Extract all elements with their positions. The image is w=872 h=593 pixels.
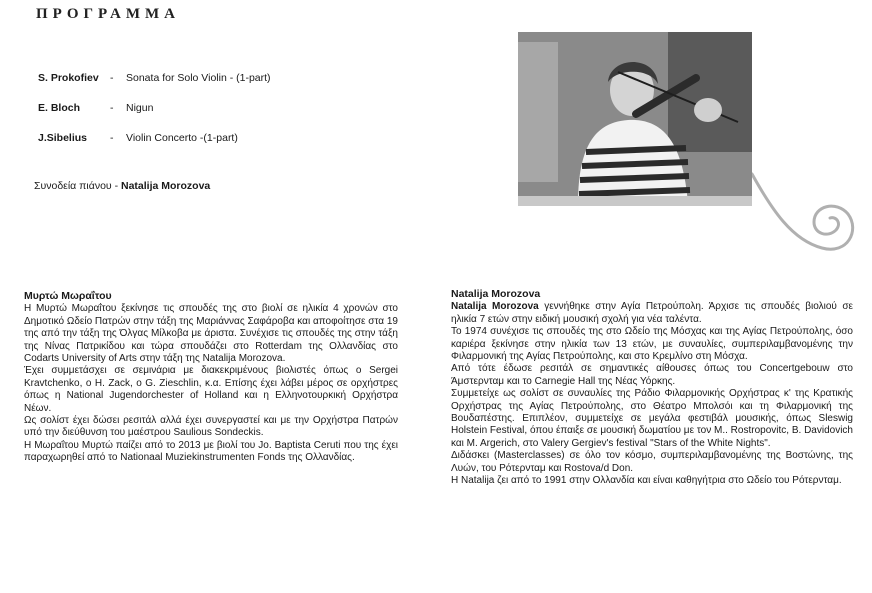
program-work: Sonata for Solo Violin - (1-part)	[126, 72, 271, 84]
bio-paragraph: Η Natalija ζει από το 1991 στην Ολλανδία και είναι καθηγήτρια στο Ωδείο του Ρότερνταμ.	[451, 475, 842, 487]
program-item	[38, 72, 458, 102]
program-work: Nigun	[126, 102, 154, 114]
bio-title: Natalija Morozova	[451, 288, 541, 300]
bio-intro	[451, 301, 853, 326]
swirl-ornament-icon	[752, 170, 862, 270]
bio-paragraph: Διδάσκει (Masterclasses) σε όλο τον κόσμο, συμπεριλαμβανομένης της Βοστώνης, της Λυών, του Ρότερνταμ και Rostova/d Don.	[451, 450, 853, 474]
program-dash: -	[110, 102, 114, 114]
program-dash: -	[110, 72, 114, 84]
photo-frame-band	[518, 196, 752, 206]
bio-paragraph: Από τότε έδωσε ρεσιτάλ σε σημαντικές αίθουσες όπως του Concertgebouw στο Άμστερνταμ και το Carnegie Hall της Νέας Υόρκης.	[451, 363, 853, 387]
page-title: ΠΡΟΓΡΑΜΜΑ	[36, 6, 180, 22]
accompaniment-name: Natalija Morozova	[120, 180, 211, 192]
program-list	[38, 72, 458, 162]
accompaniment-label: Συνοδεία πιάνου -	[34, 180, 121, 192]
program-composer: E. Bloch	[38, 102, 81, 114]
program-item	[38, 132, 458, 162]
bio-myrto-moraitou	[24, 290, 398, 465]
program-composer: S. Prokofiev	[38, 72, 99, 84]
bio-paragraph: Συμμετείχε ως σολίστ σε συναυλίες της Ράδιο Φιλαρμονικής Ορχήστρας κ' της Κρατικής Ορχήστρας της Αγίας Πετρούπολης, στο Θέατρο Μπολσόι και τη Φιλαρμονική της Βουδαπέστης. Επιπλέον, συμμετείχε σε μεγάλα φεστιβάλ μουσικής, όπως Sleswig Holstein Festival, όπου έπαιξε σε μουσική δωματίου με τον M.. Rostropovitc, B. Davidovich και M. Argerich, στο Valery Gergiev's festival "Stars of the White Nights".	[451, 388, 853, 449]
bio-paragraph: Το 1974 συνέχισε τις σπουδές της στο Ωδείο της Μόσχας και της Αγίας Πετρούπολης, όσο καριέρα ξεκίνησε στην ηλικία των 13 ετών, με συναυλίες, συμπεριλαμβανομένης την Φιλαρμονική της Αγίας Πετρούπολης, και στο Κρεμλίνο στη Μόσχα.	[451, 326, 853, 363]
bio-title: Μυρτώ Μωραΐτου	[24, 290, 112, 302]
bio-natalija-morozova	[451, 288, 853, 488]
bio-paragraph: Έχει συμμετάσχει σε σεμινάρια με διακεκριμένους βιολιστές όπως ο Sergei Kravtchenko, ο H. Zack, ο G. Zieschlin, κ.α. Επίσης έχει λάβει μέρος σε ορχήστρες όπως η National Jugendorchester of Holland και η Ελληνοτουρκική Ορχήστρα Νέων.	[24, 365, 398, 414]
program-composer: J.Sibelius	[38, 132, 88, 144]
program-dash: -	[110, 132, 114, 144]
bio-paragraph: Η Μωραΐτου Μυρτώ παίζει από το 2013 με βιολί του Jo. Baptista Ceruti που της έχει παραχωρηθεί από το Nationaal Muziekinstrumenten Fonds της Ολλανδίας.	[24, 439, 398, 464]
bio-intro-text: γεννήθηκε στην Αγία Πετρούπολη. Άρχισε τις σπουδές βιολιού σε ηλικία 7 ετών στην ειδική μουσική σχολή για νέα ταλέντα.	[451, 301, 853, 325]
program-work: Violin Concerto -(1-part)	[126, 132, 238, 144]
program-item	[38, 102, 458, 132]
violinist-photo	[518, 32, 752, 204]
accompaniment-line	[34, 180, 210, 192]
bio-paragraph: Ως σολίστ έχει δώσει ρεσιτάλ αλλά έχει συνεργαστεί και με την Ορχήστρα Πατρών υπό την διεύθυνση του μαέστρου Saulious Sondeckis.	[24, 415, 398, 439]
bio-paragraph: Η Μυρτώ Μωραΐτου ξεκίνησε τις σπουδές της στο βιολί σε ηλικία 4 χρονών στο Δημοτικό Ωδείο Πατρών στην τάξη της Μαριάννας Σαφάροβα και αποφοίτησε στα 19 της από την τάξη της Όλγας Μίλκοβα με άριστα. Συνέχισε τις σπουδές της στην τάξη της Νίνας Πατρικίδου και τώρα σπουδάζει στο Rotterdam της Ολλανδίας στο Codarts University of Arts στην τάξη της Natalija Morozova.	[24, 303, 398, 365]
bio-intro-name: Natalija Morozova	[451, 301, 539, 313]
